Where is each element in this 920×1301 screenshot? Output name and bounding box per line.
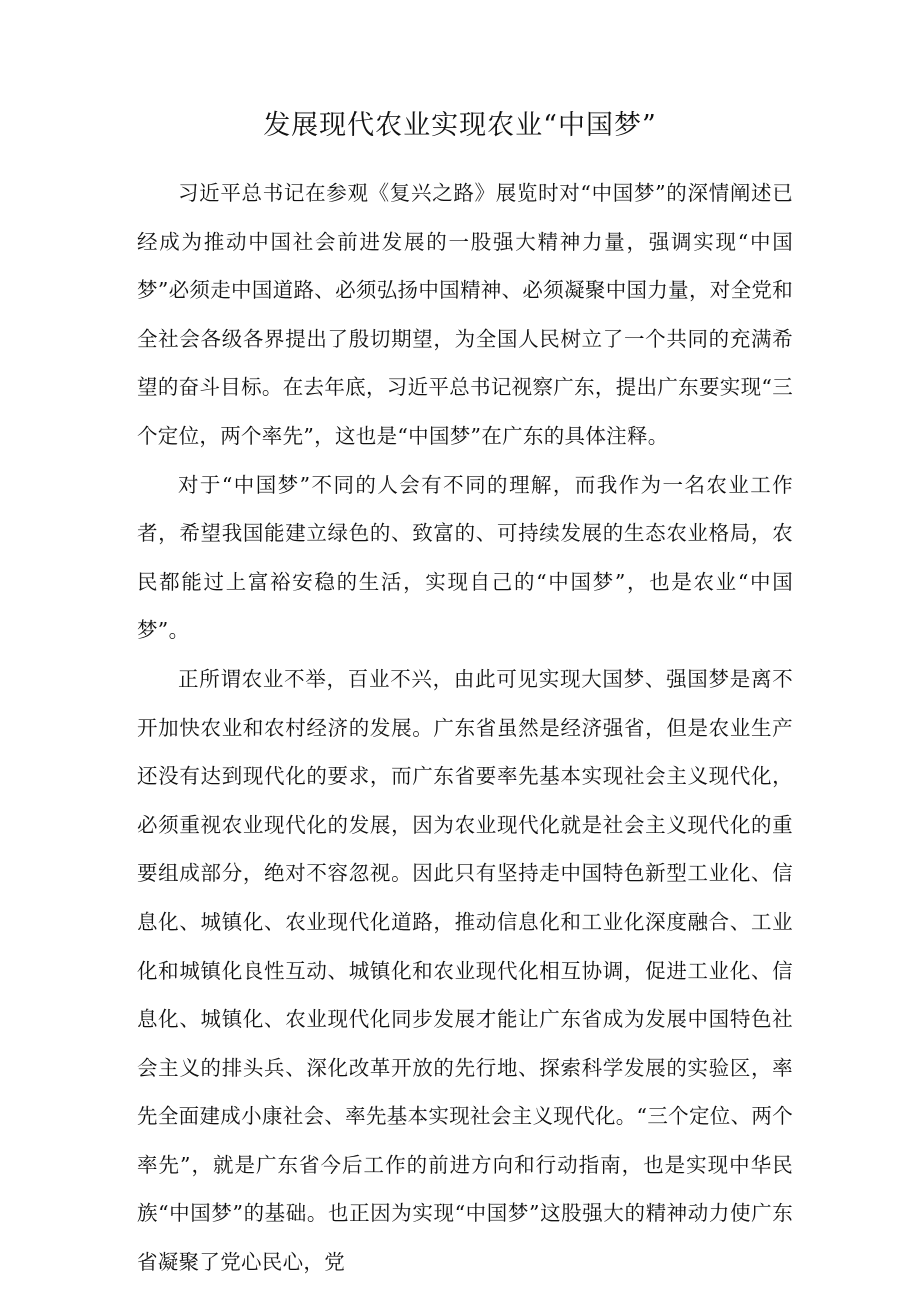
- document-title: 发展现代农业实现农业“中国梦”: [263, 110, 657, 141]
- document-body: [137, 169, 793, 1287]
- paragraph-2: 对于“中国梦”不同的人会有不同的理解，而我作为一名农业工作者，希望我国能建立绿色的、致富的、可持续发展的生态农业格局，农民都能过上富裕安稳的生活，实现自己的“中国梦”，也是农业“中国梦”。: [137, 472, 793, 643]
- paragraph-3: 正所谓农业不举，百业不兴，由此可见实现大国梦、强国梦是离不开加快农业和农村经济的发展。广东省虽然是经济强省，但是农业生产还没有达到现代化的要求，而广东省要率先基本实现社会主义现代化，必须重视农业现代化的发展，因为农业现代化就是社会主义现代化的重要组成部分，绝对不容忽视。因此只有坚持走中国特色新型工业化、信息化、城镇化、农业现代化道路，推动信息化和工业化深度融合、工业化和城镇化良性互动、城镇化和农业现代化相互协调，促进工业化、信息化、城镇化、农业现代化同步发展才能让广东省成为发展中国特色社会主义的排头兵、深化改革开放的先行地、探索科学发展的实验区，率先全面建成小康社会、率先基本实现社会主义现代化。“三个定位、两个率先”，就是广东省今后工作的前进方向和行动指南，也是实现中华民族“中国梦”的基础。也正因为实现“中国梦”这股强大的精神动力使广东省凝聚了党心民心，党: [137, 666, 793, 1275]
- paragraph-1: 习近平总书记在参观《复兴之路》展览时对“中国梦”的深情阐述已经成为推动中国社会前进发展的一股强大精神力量，强调实现“中国梦”必须走中国道路、必须弘扬中国精神、必须凝聚中国力量，对全党和全社会各级各界提出了殷切期望，为全国人民树立了一个共同的充满希望的奋斗目标。在去年底，习近平总书记视察广东，提出广东要实现“三个定位，两个率先”，这也是“中国梦”在广东的具体注释。: [137, 181, 793, 448]
